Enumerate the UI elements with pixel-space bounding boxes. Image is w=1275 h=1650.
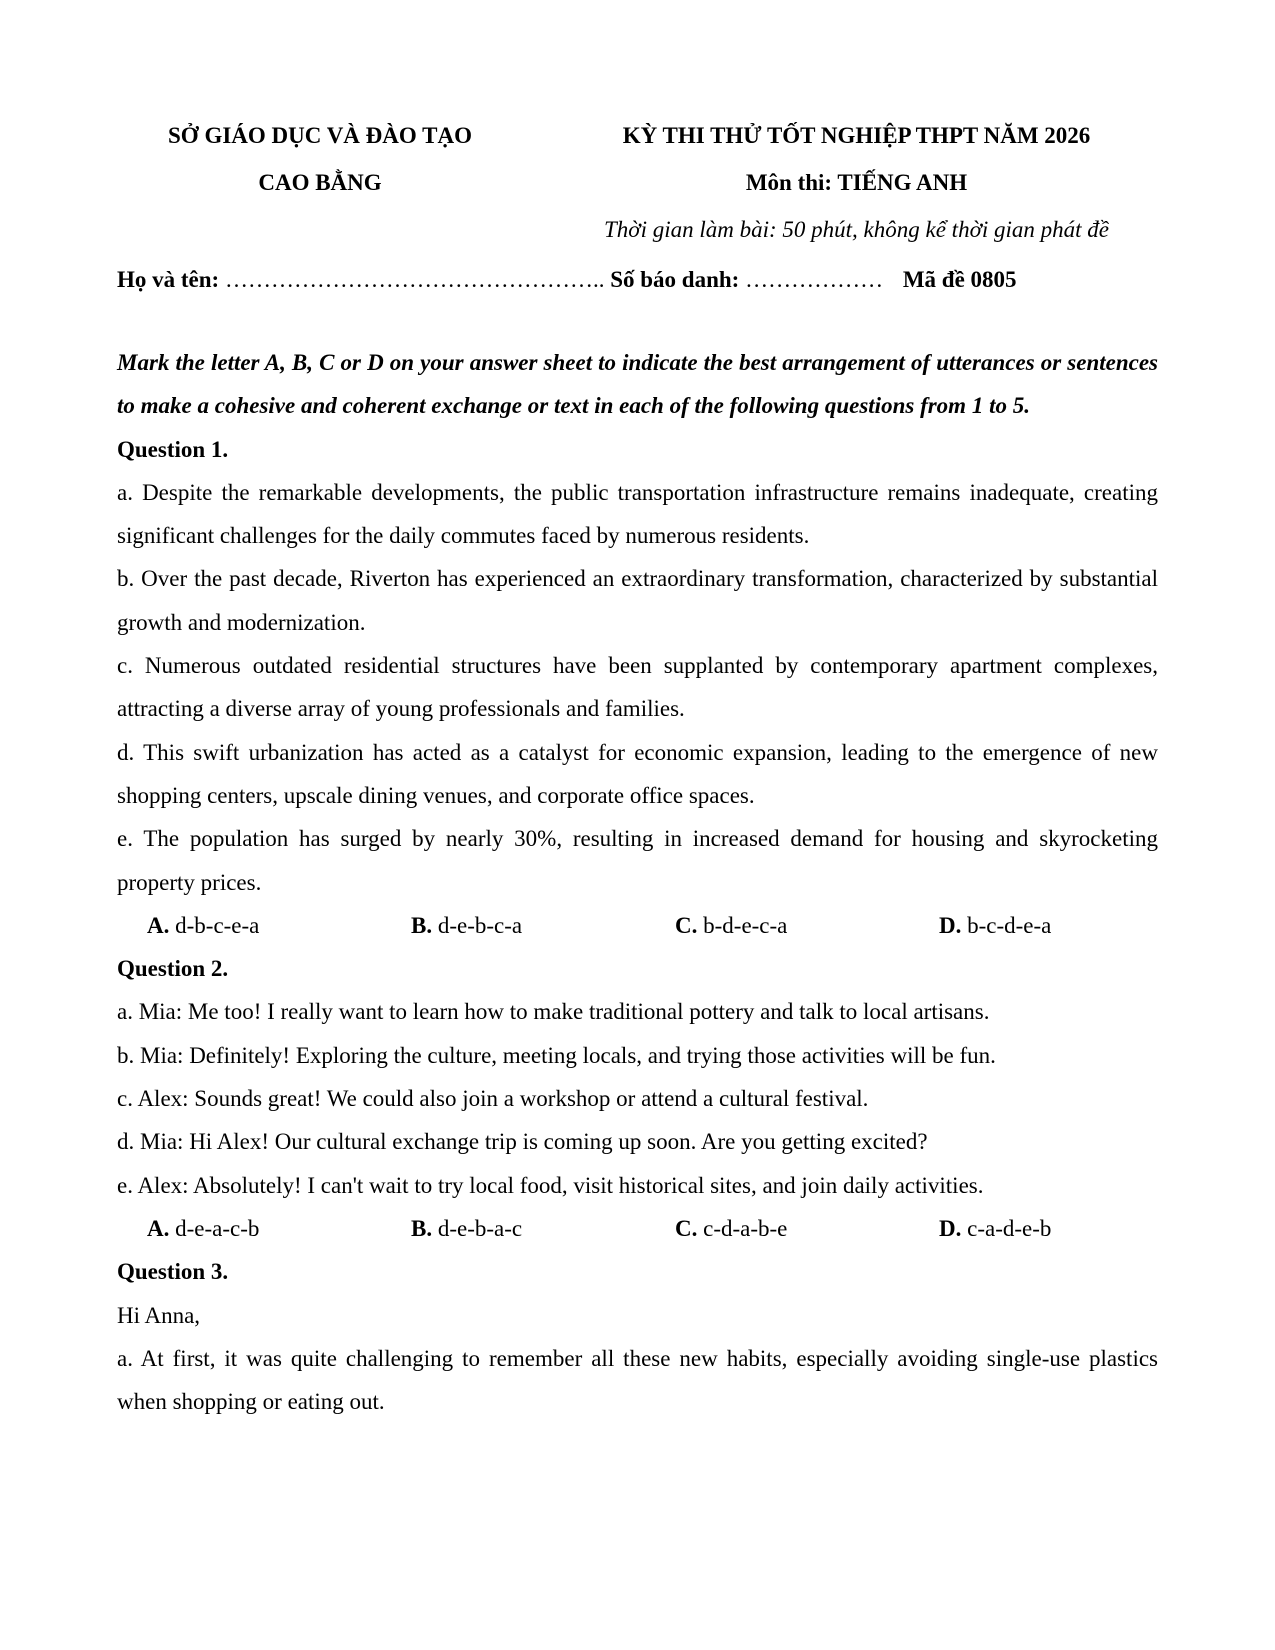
question-3 — [117, 1250, 1158, 1423]
question-item: e. Alex: Absolutely! I can't wait to try local food, visit historical sites, and join daily activities. — [117, 1172, 984, 1198]
option-d[interactable] — [939, 904, 1051, 947]
option-letter: C. — [675, 1215, 698, 1241]
option-d[interactable] — [939, 1207, 1051, 1250]
question-item: b. Mia: Definitely! Exploring the culture, meeting locals, and trying those activities will be fun. — [117, 1042, 996, 1068]
option-letter: A. — [147, 912, 170, 938]
header-row-2 — [117, 159, 1158, 206]
option-text: d-b-c-e-a — [175, 912, 260, 938]
candidate-number-blank: ……………… — [745, 267, 884, 292]
question-item: a. Mia: Me too! I really want to learn how to make traditional pottery and talk to local artisans. — [117, 999, 990, 1025]
name-blank: ………………………………………….. — [224, 267, 605, 292]
option-c[interactable] — [675, 1207, 787, 1250]
question-item: c. Numerous outdated residential structures have been supplanted by contemporary apartment complexes, attracting a diverse array of young professionals and families. — [117, 653, 1158, 722]
exam-page — [117, 112, 1158, 1423]
question-item: e. The population has surged by nearly 30%, resulting in increased demand for housing and skyrocketing property prices. — [117, 826, 1158, 895]
option-letter: D. — [939, 912, 962, 938]
option-letter: C. — [675, 912, 698, 938]
question-item: b. Over the past decade, Riverton has experienced an extraordinary transformation, characterized by substantial growth and modernization. — [117, 566, 1158, 635]
header-row-1 — [117, 112, 1158, 159]
option-letter: A. — [147, 1215, 170, 1241]
exam-duration: Thời gian làm bài: 50 phút, không kể thời gian phát đề — [604, 217, 1109, 242]
question-2 — [117, 947, 1158, 1250]
department-name: SỞ GIÁO DỤC VÀ ĐÀO TẠO — [168, 123, 472, 148]
candidate-number-label: Số báo danh: — [610, 267, 740, 292]
option-a[interactable] — [147, 904, 259, 947]
question-title: Question 3. — [117, 1259, 229, 1285]
exam-title: KỲ THI THỬ TỐT NGHIỆP THPT NĂM 2026 — [622, 123, 1091, 148]
question-item: a. At first, it was quite challenging to remember all these new habits, especially avoiding single-use plastics when shopping or eating out. — [117, 1345, 1158, 1415]
option-letter: B. — [411, 912, 433, 938]
option-text: c-d-a-b-e — [703, 1215, 788, 1241]
option-text: d-e-b-a-c — [437, 1215, 523, 1241]
question-title: Question 2. — [117, 956, 229, 982]
answer-options — [117, 1207, 1158, 1250]
question-item: a. Despite the remarkable developments, the public transportation infrastructure remains inadequate, creating significant challenges for the daily commutes faced by numerous residents. — [117, 479, 1158, 549]
option-letter: B. — [411, 1215, 433, 1241]
option-c[interactable] — [675, 904, 787, 947]
option-text: c-a-d-e-b — [967, 1215, 1052, 1241]
province-name: CAO BẰNG — [258, 170, 382, 195]
option-b[interactable] — [411, 904, 522, 947]
exam-subject: Môn thi: TIẾNG ANH — [745, 170, 968, 195]
option-b[interactable] — [411, 1207, 522, 1250]
letter-greeting: Hi Anna, — [117, 1302, 201, 1328]
option-a[interactable] — [147, 1207, 259, 1250]
question-1 — [117, 428, 1158, 948]
question-item: c. Alex: Sounds great! We could also join a workshop or attend a cultural festival. — [117, 1086, 869, 1112]
student-info-row — [117, 255, 1158, 305]
section-instruction: Mark the letter A, B, C or D on your answer sheet to indicate the best arrangement of utterances or sentences to make a cohesive and coherent exchange or text in each of the following questions from 1 to 5. — [117, 350, 1158, 419]
option-text: d-e-b-c-a — [437, 912, 523, 938]
question-title: Question 1. — [117, 436, 229, 462]
name-label: Họ và tên: — [117, 267, 220, 292]
question-item: d. This swift urbanization has acted as a catalyst for economic expansion, leading to the emergence of new shopping centers, upscale dining venues, and corporate office spaces. — [117, 739, 1158, 808]
option-text: d-e-a-c-b — [175, 1215, 260, 1241]
option-text: b-d-e-c-a — [703, 912, 788, 938]
option-text: b-c-d-e-a — [967, 912, 1052, 938]
option-letter: D. — [939, 1215, 962, 1241]
exam-code: Mã đề 0805 — [902, 267, 1017, 292]
header-row-3 — [117, 206, 1158, 253]
question-item: d. Mia: Hi Alex! Our cultural exchange trip is coming up soon. Are you getting excited? — [117, 1129, 928, 1155]
answer-options — [117, 904, 1158, 947]
